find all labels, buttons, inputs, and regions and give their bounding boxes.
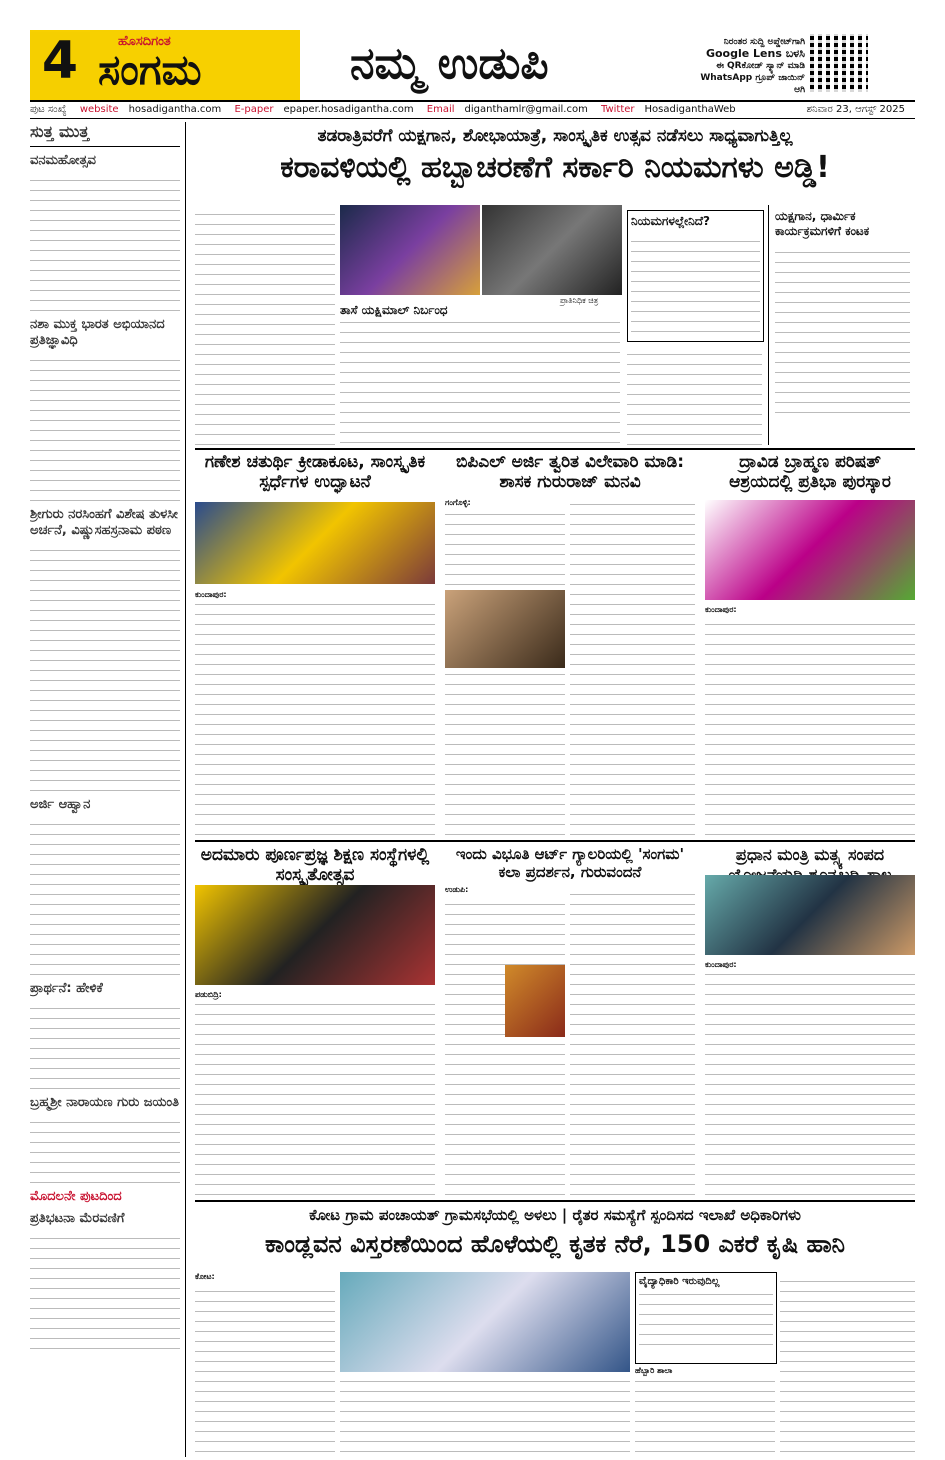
brand-title: ಸಂಗಮ [98,45,202,94]
twitter-link[interactable]: HosadiganthaWeb [644,104,736,115]
story-dateline: ಕುಂದಾಪುರ: [195,590,227,599]
text-block [30,541,180,791]
story-dateline: ಕುಂದಾಪುರ: [705,605,737,614]
lead-box-yakshagana [768,205,916,445]
text-block [30,815,180,975]
story-text [445,508,565,835]
website-link[interactable]: hosadigantha.com [128,104,222,115]
qr-text-1: ನಿರಂತರ ಸುದ್ದಿ ಅಪ್ಡೇಟ್‌ಗಾಗಿ [723,37,805,47]
email-label: Email [426,104,455,115]
story-text [195,600,435,835]
story-photo [195,502,435,584]
story-headline[interactable]: ಬಿಪಿಎಲ್ ಅರ್ಜಿ ತ್ವರಿತ ವಿಲೇವಾರಿ ಮಾಡಿ: ಶಾಸಕ ಗುರುರಾಜ್ ಮನವಿ [455,452,685,492]
section-rule [195,1200,915,1202]
bottom-text [195,1282,335,1452]
bottom-dateline: ಕೋಟ: [195,1272,215,1281]
bottom-photo [340,1272,630,1372]
text-block [30,1113,180,1183]
issue-date: ಶನಿವಾರ 23, ಆಗಸ್ಟ್ 2025 [806,104,905,115]
story-art-photo [505,965,565,1037]
lead-box2-title: ಯಕ್ಷಗಾನ, ಧಾರ್ಮಿಕ ಕಾರ್ಯಕ್ರಮಗಳಿಗೆ ಕಂಟಕ [775,209,870,238]
twitter-label: Twitter [601,104,635,115]
section-rule [195,840,915,842]
lead-box-rules [627,210,764,342]
qr-code-overlay [810,34,868,92]
sidebar-item-title[interactable]: ವನಮಹೋತ್ಸವ [30,153,96,168]
qr-text-4: WhatsApp ಗ್ರೂಪ್ ಜಾಯಿನ್ ಆಗಿ [700,73,805,95]
lead-text-right [627,345,762,445]
sidebar-item-title[interactable]: ಬ್ರಹ್ಮಶ್ರೀ ನಾರಾಯಣ ಗುರು ಜಯಂತಿ [30,1095,180,1110]
lead-headline[interactable]: ಕರಾವಳಿಯಲ್ಲಿ ಹಬ್ಬಾಚರಣೆಗೆ ಸರ್ಕಾರಿ ನಿಯಮಗಳು ಅಡ್ಡಿ! [280,150,830,185]
sidebar [30,122,180,1457]
story-text [445,895,565,1195]
info-strip [30,100,915,119]
text-block [639,1290,773,1345]
story-text [570,885,695,1195]
story-dateline: ಗಂಗೊಳ್ಳಿ: [445,498,471,507]
feature-title: ಮೊದಲನೇ ಪುಟದಿಂದ [30,1189,122,1204]
sidebar-item-title[interactable]: ನಶಾ ಮುಕ್ತ ಭಾರತ ಅಭಿಯಾನದ ಪ್ರತಿಜ್ಞಾವಿಧಿ [30,317,165,348]
sidebar-item-title[interactable]: ಅರ್ಜಿ ಆಹ್ವಾನ [30,797,91,812]
bottom-text [780,1272,915,1452]
sidebar-item-title[interactable]: ಪ್ರಾರ್ಥನೆ: ಹೇಳಿಕೆ [30,981,103,996]
text-block [30,351,180,501]
sidebar-logo: ಸುತ್ತ ಮುತ್ತ [30,122,90,141]
text-block [30,1229,180,1349]
story-photo [705,875,915,955]
bottom-headline[interactable]: ಕಾಂಡ್ಲವನ ವಿಸ್ತರಣೆಯಿಂದ ಹೊಳೆಯಲ್ಲಿ ಕೃತಕ ನೆರೆ, 150 ಎಕರೆ ಕೃಷಿ ಹಾನಿ [264,1230,846,1258]
epaper-link[interactable]: epaper.hosadigantha.com [283,104,414,115]
story-headline[interactable]: ಗಣೇಶ ಚತುರ್ಥಿ ಕ್ರೀಡಾಕೂಟ, ಸಾಂಸ್ಕೃತಿಕ ಸ್ಪರ್ಧೆಗಳ ಉದ್ಘಾಟನೆ [204,452,426,492]
bottom-text [340,1378,630,1452]
lead-photo-caption: ಪ್ರಾತಿನಿಧಿಕ ಚಿತ್ರ [560,296,599,305]
bottom-byline: ಹೆಬ್ಬಾರಿ ಶಾಲಾ [635,1366,673,1375]
story-headline[interactable]: ಇಂದು ವಿಭೂತಿ ಆರ್ಟ್ ಗ್ಯಾಲರಿಯಲ್ಲಿ 'ಸಂಗಮ' ಕಲಾ ಪ್ರದರ್ಶನ, ಗುರುವಂದನೆ [455,845,685,881]
website-label: website [79,104,119,115]
story-photo [705,500,915,600]
lead-kicker: ತಡರಾತ್ರಿವರೆಗೆ ಯಕ್ಷಗಾನ, ಶೋಭಾಯಾತ್ರೆ, ಸಾಂಸ್ಕೃತಿಕ ಉತ್ಸವ ನಡೆಸಲು ಸಾಧ್ಯವಾಗುತ್ತಿಲ್ಲ [317,126,793,146]
qr-text-3: ಈ QRಕೋಡ್ ಸ್ಕ್ಯಾನ್ ಮಾಡಿ [716,61,805,71]
brand-parent-logo: ಹೊಸದಿಗಂತ [118,34,171,49]
epaper-label: E-paper [234,104,274,115]
column-divider [185,122,186,1457]
story-text [195,1000,435,1195]
story-headline[interactable]: ಅದಮಾರು ಪೂರ್ಣಪ್ರಜ್ಞ ಶಿಕ್ಷಣ ಸಂಸ್ಥೆಗಳಲ್ಲಿ ಸಂಸ್ಕೃತೋತ್ಸವ [200,845,430,885]
bottom-text [635,1378,775,1452]
story-dateline: ಪಡುಬಿದ್ರಿ: [195,990,222,999]
story-dateline: ಉಡುಪಿ: [445,885,469,894]
bottom-box [635,1272,777,1364]
text-block [30,999,180,1089]
edition-title: ನಮ್ಮ ಉಡುಪಿ [350,38,549,89]
story-headline[interactable]: ಪ್ರಧಾನ ಮಂತ್ರಿ ಮತ್ಸ್ಯ ಸಂಪದ [735,845,885,864]
story-text [705,615,915,835]
lead-text-mid [340,318,620,443]
story-dateline: ಕುಂದಾಪುರ: [705,960,737,969]
text-block [30,171,180,311]
lead-subhead: ತಾಸೆ ಯಕ್ಷಿಮಾಲ್ ನಿರ್ಬಂಧ [340,303,448,317]
lead-text-left [195,205,335,445]
lead-box1-title: ನಿಯಮಗಳಲ್ಲೇನಿದೆ? [631,214,710,228]
lead-photo-2 [482,205,622,295]
masthead [0,0,945,100]
sidebar-item-title[interactable]: ಶ್ರೀಗುರು ನರಸಿಂಹಗೆ ವಿಶೇಷ ತುಳಸೀ ಅರ್ಚನೆ, ವಿಷ್ಣುಸಹಸ್ರನಾಮ ಪಠಣ [30,507,178,538]
qr-text-2: Google Lens ಬಳಸಿ [705,47,805,60]
lead-photo-1 [340,205,480,295]
text-block [775,243,910,413]
story-photo [195,885,435,985]
story-text [705,970,915,1195]
bottom-kicker: ಕೋಟ ಗ್ರಾಮ ಪಂಚಾಯತ್ ಗ್ರಾಮಸಭೆಯಲ್ಲಿ ಅಳಲು | ರೈತರ ಸಮಸ್ಯೆಗೆ ಸ್ಪಂದಿಸದ ಇಲಾಖೆ ಅಧಿಕಾರಿಗಳು [309,1206,801,1224]
feature-item-title[interactable]: ಪ್ರತಿಭಟನಾ ಮೆರವಣಿಗೆ [30,1211,125,1226]
story-headline[interactable]: ದ್ರಾವಿಡ ಬ್ರಾಹ್ಮಣ ಪರಿಷತ್ ಆಶ್ರಯದಲ್ಲಿ ಪ್ರತಿಭಾ ಪುರಸ್ಕಾರ [729,452,891,492]
page-number: 4 [30,32,90,90]
section-rule [195,448,915,450]
bottom-box-title: ವೈದ್ಯಾಧಿಕಾರಿ ಇರುವುದಿಲ್ಲ [639,1276,720,1287]
story-text [570,498,695,835]
divider [30,146,180,147]
story-portrait [445,590,565,668]
text-block [631,232,760,332]
qr-instructions [700,36,805,96]
email-link[interactable]: diganthamlr@gmail.com [464,104,588,115]
page-label: ಪುಟ ಸಂಖ್ಯೆ [30,104,67,115]
